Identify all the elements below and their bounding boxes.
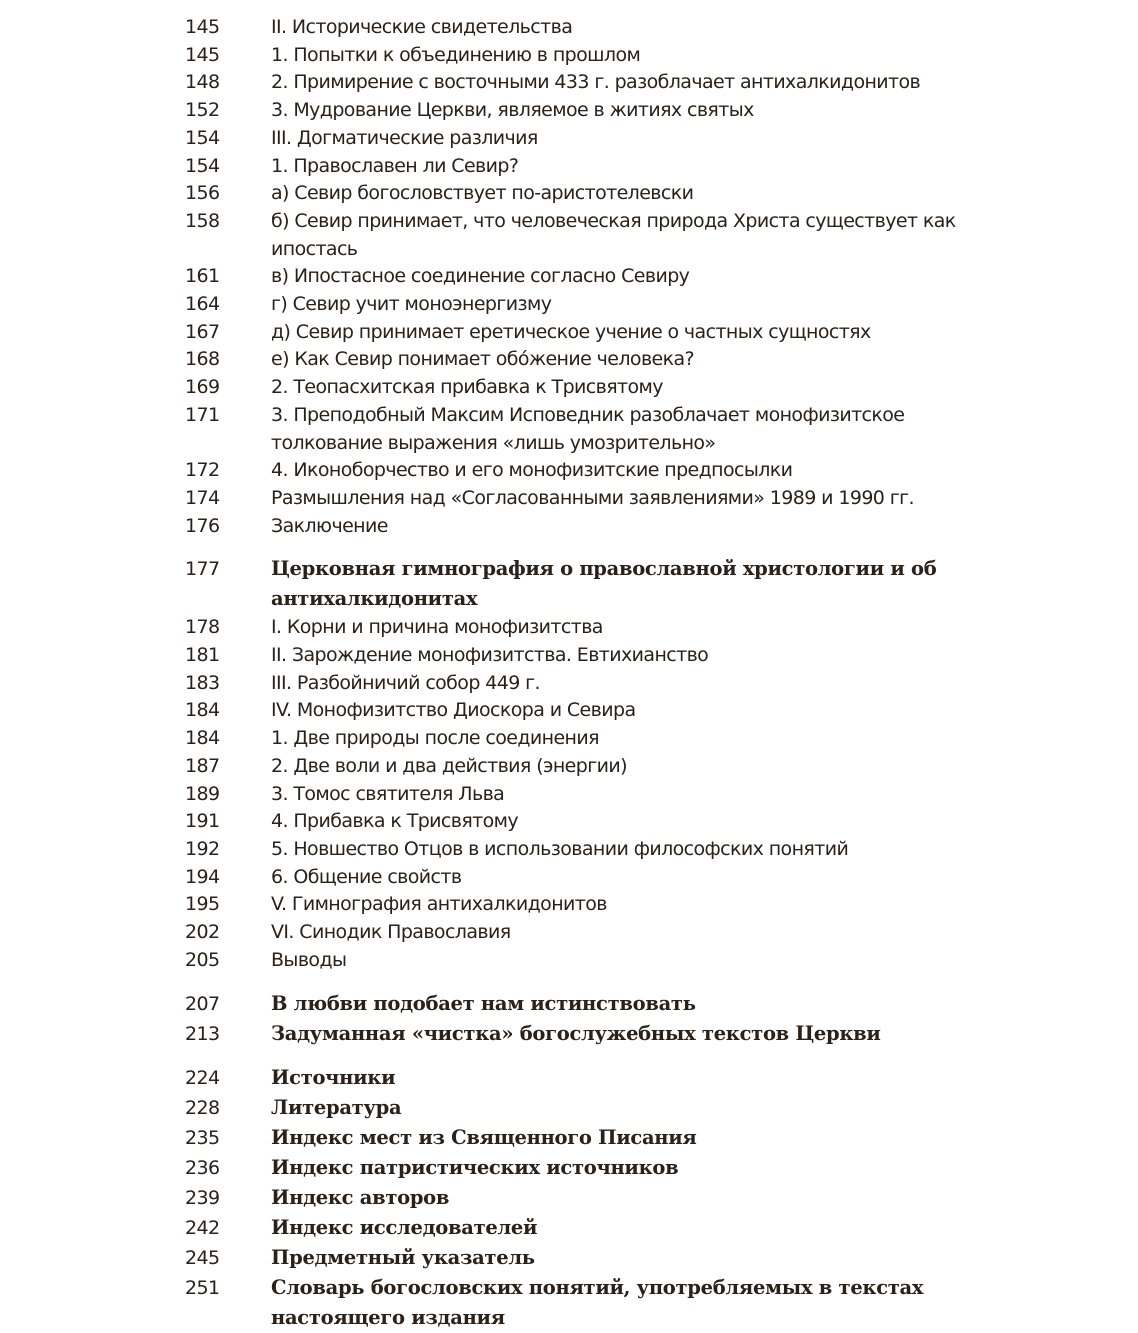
toc-page-number-cell bbox=[0, 1093, 271, 1123]
toc-entry-title: 4. Иконоборчество и его монофизитские предпосылки bbox=[271, 459, 793, 482]
toc-entry bbox=[0, 642, 1138, 670]
toc-entry-title: б) Севир принимает, что человеческая природа Христа существует как ипостась bbox=[271, 209, 956, 260]
toc-entry-title: г) Севир учит моноэнергизму bbox=[271, 293, 552, 316]
toc-entry-title: 1. Попытки к объединению в прошлом bbox=[271, 43, 641, 66]
toc-entry bbox=[0, 1153, 1138, 1183]
toc-page-number-cell bbox=[0, 753, 271, 781]
toc-page-number-cell bbox=[0, 1019, 271, 1049]
toc-entry bbox=[0, 97, 1138, 125]
toc-entry-title: 3. Томос святителя Льва bbox=[271, 782, 505, 805]
toc-page-number: 195 bbox=[185, 893, 220, 916]
toc-page-number: 183 bbox=[185, 671, 220, 694]
toc-page-number-cell bbox=[0, 947, 271, 975]
toc-page-number: 187 bbox=[185, 754, 220, 777]
toc-entry-title: 4. Прибавка к Трисвятому bbox=[271, 810, 519, 833]
toc-entry bbox=[0, 781, 1138, 809]
toc-page-number-cell bbox=[0, 1243, 271, 1273]
toc-page-number: 184 bbox=[185, 699, 220, 722]
toc-entry bbox=[0, 319, 1138, 347]
toc-page-number: 191 bbox=[185, 810, 220, 833]
toc-page-number: 236 bbox=[185, 1156, 220, 1179]
toc-page-number-cell bbox=[0, 642, 271, 670]
toc-entry bbox=[0, 947, 1138, 975]
toc-page-number: 167 bbox=[185, 320, 220, 343]
toc-entry bbox=[0, 513, 1138, 541]
toc-page-number: 156 bbox=[185, 182, 220, 205]
toc-page-number-cell bbox=[0, 513, 271, 541]
toc-page-number-cell bbox=[0, 97, 271, 125]
toc-entry-title: IV. Монофизитство Диоскора и Севира bbox=[271, 699, 636, 722]
toc-entry-title: В любви подобает нам истинствовать bbox=[271, 991, 696, 1015]
toc-page-number: 213 bbox=[185, 1022, 220, 1045]
toc-entry bbox=[0, 402, 1138, 457]
toc-page-number-cell bbox=[0, 1063, 271, 1093]
toc-page-number-cell bbox=[0, 697, 271, 725]
toc-page-number: 177 bbox=[185, 558, 220, 581]
toc-page-number: 189 bbox=[185, 782, 220, 805]
toc-page-number: 168 bbox=[185, 348, 220, 371]
toc-page-number-cell bbox=[0, 864, 271, 892]
toc-page-number: 154 bbox=[185, 154, 220, 177]
toc-entry-title: III. Догматические различия bbox=[271, 126, 538, 149]
toc-page-number: 152 bbox=[185, 99, 220, 122]
toc-page-number-cell bbox=[0, 485, 271, 513]
toc-entry bbox=[0, 1123, 1138, 1153]
toc-entry bbox=[0, 808, 1138, 836]
toc-page-number-cell bbox=[0, 670, 271, 698]
toc-page-number: 148 bbox=[185, 71, 220, 94]
toc-page-number: 176 bbox=[185, 514, 220, 537]
toc-page-number: 158 bbox=[185, 209, 220, 232]
toc-page-number-cell bbox=[0, 69, 271, 97]
toc-page-number-cell bbox=[0, 1123, 271, 1153]
toc-page-number-cell bbox=[0, 42, 271, 70]
toc-entry-title: 2. Две воли и два действия (энергии) bbox=[271, 754, 627, 777]
toc-entry-title: 3. Мудрование Церкви, являемое в житиях святых bbox=[271, 99, 754, 122]
toc-page-number: 178 bbox=[185, 616, 220, 639]
toc-page-number-cell bbox=[0, 263, 271, 291]
toc-page-number: 202 bbox=[185, 921, 220, 944]
toc-entry-title: Размышления над «Согласованными заявлениями» 1989 и 1990 гг. bbox=[271, 486, 914, 509]
toc-page-number-cell bbox=[0, 808, 271, 836]
toc-entry-title: V. Гимнография антихалкидонитов bbox=[271, 893, 607, 916]
toc-entry-title: Церковная гимнография о православной христологии и об антихалкидонитах bbox=[271, 557, 937, 611]
toc-page-number-cell bbox=[0, 1183, 271, 1213]
toc-entry bbox=[0, 919, 1138, 947]
toc-entry-title: Задуманная «чистка» богослужебных текстов Церкви bbox=[271, 1021, 881, 1045]
toc-page-number: 228 bbox=[185, 1096, 220, 1119]
toc-entry-title: 6. Общение свойств bbox=[271, 865, 462, 888]
toc-page-number-cell bbox=[0, 781, 271, 809]
toc-entry bbox=[0, 14, 1138, 42]
toc-entry bbox=[0, 374, 1138, 402]
toc-entry bbox=[0, 697, 1138, 725]
toc-page-number: 169 bbox=[185, 376, 220, 399]
toc-page-number: 242 bbox=[185, 1216, 220, 1239]
toc-page-number-cell bbox=[0, 153, 271, 181]
toc-page-number-cell bbox=[0, 891, 271, 919]
toc-page-number: 245 bbox=[185, 1246, 220, 1269]
toc-entry-title: Индекс патристических источников bbox=[271, 1155, 679, 1179]
toc-entry bbox=[0, 153, 1138, 181]
toc-entry bbox=[0, 263, 1138, 291]
toc-entry bbox=[0, 670, 1138, 698]
toc-entry bbox=[0, 180, 1138, 208]
toc-entry bbox=[0, 1019, 1138, 1049]
toc-entry bbox=[0, 291, 1138, 319]
toc-entry-title: Предметный указатель bbox=[271, 1245, 535, 1269]
toc-page-number: 181 bbox=[185, 644, 220, 667]
toc-entry bbox=[0, 1243, 1138, 1273]
toc-page-number-cell bbox=[0, 989, 271, 1019]
toc-entry-title: Источники bbox=[271, 1065, 396, 1089]
toc-entry bbox=[0, 485, 1138, 513]
toc-page-number-cell bbox=[0, 374, 271, 402]
toc-page-number-cell bbox=[0, 1213, 271, 1243]
toc-page-number-cell bbox=[0, 919, 271, 947]
toc-page-number: 161 bbox=[185, 265, 220, 288]
toc-page-number: 145 bbox=[185, 43, 220, 66]
toc-entry bbox=[0, 753, 1138, 781]
toc-entry bbox=[0, 554, 1138, 614]
toc-page-number-cell bbox=[0, 14, 271, 42]
toc-entry bbox=[0, 42, 1138, 70]
toc-entry-title: II. Исторические свидетельства bbox=[271, 16, 573, 38]
toc-page-number: 194 bbox=[185, 865, 220, 888]
toc-entry-title: VI. Синодик Православия bbox=[271, 921, 511, 944]
toc-entry-title: 2. Примирение с восточными 433 г. разоблачает антихалкидонитов bbox=[271, 71, 921, 94]
table-of-contents bbox=[0, 14, 1138, 1333]
toc-entry-title: Индекс исследователей bbox=[271, 1215, 538, 1239]
toc-entry bbox=[0, 836, 1138, 864]
toc-page-number-cell bbox=[0, 1153, 271, 1183]
toc-page-number: 172 bbox=[185, 459, 220, 482]
toc-page-number-cell bbox=[0, 208, 271, 236]
toc-entry bbox=[0, 125, 1138, 153]
toc-entry bbox=[0, 864, 1138, 892]
toc-entry bbox=[0, 614, 1138, 642]
toc-page-number: 164 bbox=[185, 293, 220, 316]
toc-entry-title: в) Ипостасное соединение согласно Севиру bbox=[271, 265, 690, 288]
toc-page-number: 174 bbox=[185, 486, 220, 509]
toc-entry-title: 5. Новшество Отцов в использовании философских понятий bbox=[271, 837, 849, 860]
toc-entry bbox=[0, 891, 1138, 919]
toc-entry-title: д) Севир принимает еретическое учение о частных сущностях bbox=[271, 320, 871, 343]
toc-page-number-cell bbox=[0, 1273, 271, 1303]
toc-page-number: 207 bbox=[185, 992, 220, 1015]
toc-entry-title: е) Как Севир понимает обóжение человека? bbox=[271, 348, 695, 371]
toc-entry-title: I. Корни и причина монофизитства bbox=[271, 616, 603, 639]
toc-entry bbox=[0, 69, 1138, 97]
toc-page-number-cell bbox=[0, 402, 271, 430]
toc-page-number-cell bbox=[0, 346, 271, 374]
toc-entry bbox=[0, 208, 1138, 263]
toc-entry-title: 1. Православен ли Севир? bbox=[271, 154, 519, 177]
toc-entry-title: II. Зарождение монофизитства. Евтихианство bbox=[271, 644, 709, 667]
toc-entry bbox=[0, 1093, 1138, 1123]
toc-entry-title: III. Разбойничий собор 449 г. bbox=[271, 671, 540, 694]
toc-entry bbox=[0, 725, 1138, 753]
toc-entry bbox=[0, 1213, 1138, 1243]
toc-page-number-cell bbox=[0, 180, 271, 208]
toc-page-number-cell bbox=[0, 614, 271, 642]
toc-page-number: 235 bbox=[185, 1126, 220, 1149]
toc-page-number: 224 bbox=[185, 1066, 220, 1089]
toc-page-number: 239 bbox=[185, 1186, 220, 1209]
toc-page-number-cell bbox=[0, 457, 271, 485]
toc-page-number-cell bbox=[0, 291, 271, 319]
toc-entry bbox=[0, 1183, 1138, 1213]
toc-page-number-cell bbox=[0, 554, 271, 584]
toc-page-number-cell bbox=[0, 836, 271, 864]
toc-entry-title: Индекс авторов bbox=[271, 1185, 450, 1209]
toc-entry-title: а) Севир богословствует по-аристотелевски bbox=[271, 182, 694, 205]
toc-entry-title: Заключение bbox=[271, 514, 388, 537]
toc-entry-title: Литература bbox=[271, 1095, 402, 1119]
toc-entry bbox=[0, 346, 1138, 374]
toc-entry-title: 2. Теопасхитская прибавка к Трисвятому bbox=[271, 376, 663, 399]
toc-page-number-cell bbox=[0, 125, 271, 153]
toc-page-number-cell bbox=[0, 725, 271, 753]
toc-page-number: 171 bbox=[185, 403, 220, 426]
toc-entry-title: 1. Две природы после соединения bbox=[271, 727, 599, 750]
toc-page-number: 192 bbox=[185, 837, 220, 860]
toc-entry-title: Выводы bbox=[271, 948, 347, 971]
toc-page-number: 184 bbox=[185, 727, 220, 750]
toc-entry-title: Словарь богословских понятий, употребляемых в текстах настоящего издания bbox=[271, 1275, 924, 1329]
toc-page-number: 205 bbox=[185, 948, 220, 971]
toc-page-number-cell bbox=[0, 319, 271, 347]
toc-page-number: 251 bbox=[185, 1276, 220, 1299]
toc-entry bbox=[0, 457, 1138, 485]
toc-entry bbox=[0, 989, 1138, 1019]
toc-entry-title: Индекс мест из Священного Писания bbox=[271, 1125, 697, 1149]
toc-entry-title: 3. Преподобный Максим Исповедник разоблачает монофизитское толкование выражения «лишь умозрительно» bbox=[271, 403, 905, 454]
toc-entry bbox=[0, 1063, 1138, 1093]
toc-page-number: 154 bbox=[185, 126, 220, 149]
toc-entry bbox=[0, 1273, 1138, 1333]
toc-page-number: 145 bbox=[185, 16, 220, 38]
